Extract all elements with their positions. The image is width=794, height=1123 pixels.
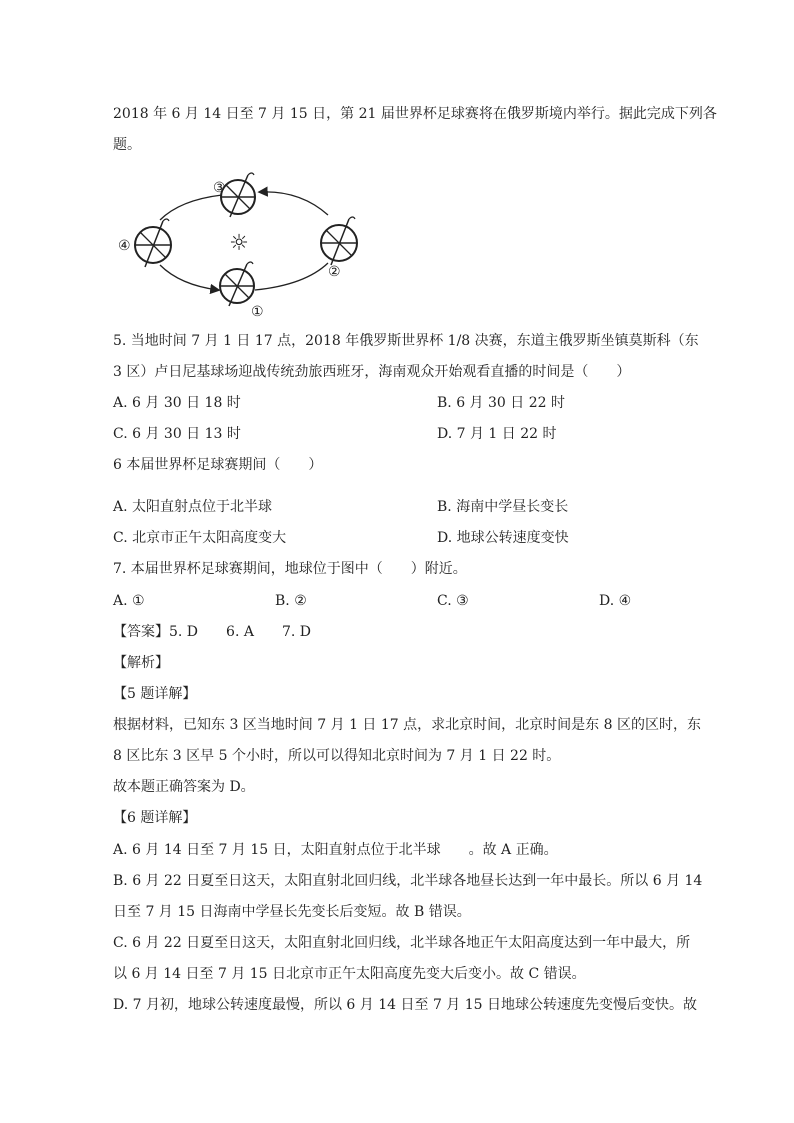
q5-option-b: B. 6 月 30 日 22 时: [437, 395, 565, 411]
q7-option-c: C. ③: [437, 593, 469, 609]
earth-position-2: [321, 217, 357, 265]
intro-line-2: 题。: [113, 137, 141, 153]
q6-option-c: C. 北京市正午太阳高度变大: [113, 530, 287, 546]
analysis-heading: 【解析】: [113, 655, 169, 671]
earth-position-3: [221, 173, 255, 217]
answer-line: 【答案】5. D 6. A 7. D: [113, 624, 311, 640]
orbit-arc-top-left: [160, 195, 222, 220]
q5-detail-line-2: 8 区比东 3 区早 5 个小时，所以可以得知北京时间为 7 月 1 日 22 时。: [113, 748, 561, 764]
q6-detail-line-1: A. 6 月 14 日至 7 月 15 日，太阳直射点位于北半球 。故 A 正确。: [113, 842, 558, 858]
q5-detail-line-3: 故本题正确答案为 D。: [113, 779, 255, 795]
q6-detail-line-6: D. 7 月初，地球公转速度最慢，所以 6 月 14 日至 7 月 15 日地球公转速度先变慢后变快。故: [113, 997, 698, 1013]
q5-detail-line-1: 根据材料，已知东 3 区当地时间 7 月 1 日 17 点，求北京时间，北京时间是东 8 区的区时，东: [113, 717, 701, 733]
q6-option-a: A. 太阳直射点位于北半球: [113, 499, 273, 515]
q6-detail-heading: 【6 题详解】: [113, 810, 197, 826]
q7-option-a: A. ①: [113, 593, 145, 609]
intro-line-1: 2018 年 6 月 14 日至 7 月 15 日，第 21 届世界杯足球赛将在俄罗斯境内举行。据此完成下列各: [113, 106, 717, 122]
q7-stem: 7. 本届世界杯足球赛期间，地球位于图中（ ）附近。: [113, 561, 467, 577]
q6-detail-line-5: 以 6 月 14 日至 7 月 15 日北京市正午太阳高度先变大后变小。故 C 错误。: [113, 966, 586, 982]
q7-option-d: D. ④: [599, 593, 632, 609]
earth-orbit-diagram: [110, 165, 370, 325]
orbit-arc-bottom-right: [255, 263, 328, 290]
q6-option-b: B. 海南中学昼长变长: [437, 499, 569, 515]
q6-stem: 6 本届世界杯足球赛期间（ ）: [113, 457, 323, 473]
q6-detail-line-4: C. 6 月 22 日夏至日这天，太阳直射北回归线，北半球各地正午太阳高度达到一年中最大，所: [113, 935, 691, 951]
q5-detail-heading: 【5 题详解】: [113, 686, 197, 702]
label-3: ③: [213, 180, 226, 196]
orbit-arc-bottom-left: [160, 265, 218, 290]
q6-detail-line-2: B. 6 月 22 日夏至日这天，太阳直射北回归线，北半球各地昼长达到一年中最长。所以 6 月 14: [113, 873, 703, 889]
q7-option-b: B. ②: [275, 593, 307, 609]
sun-icon: ☼: [229, 231, 249, 256]
q6-option-d: D. 地球公转速度变快: [437, 530, 569, 546]
orbit-arc-top-right: [260, 192, 328, 215]
label-4: ④: [118, 238, 131, 254]
q5-option-d: D. 7 月 1 日 22 时: [437, 426, 557, 442]
q6-detail-line-3: 日至 7 月 15 日海南中学昼长先变长后变短。故 B 错误。: [113, 904, 471, 920]
earth-position-1: [220, 262, 254, 306]
label-2: ②: [328, 264, 341, 280]
q5-option-c: C. 6 月 30 日 13 时: [113, 426, 241, 442]
earth-position-4: [135, 219, 171, 267]
label-1: ①: [251, 304, 264, 320]
q5-stem-line-2: 3 区）卢日尼基球场迎战传统劲旅西班牙，海南观众开始观看直播的时间是（ ）: [113, 364, 631, 380]
q5-option-a: A. 6 月 30 日 18 时: [113, 395, 241, 411]
q5-stem-line-1: 5. 当地时间 7 月 1 日 17 点，2018 年俄罗斯世界杯 1/8 决赛，东道主俄罗斯坐镇莫斯科（东: [113, 333, 699, 349]
